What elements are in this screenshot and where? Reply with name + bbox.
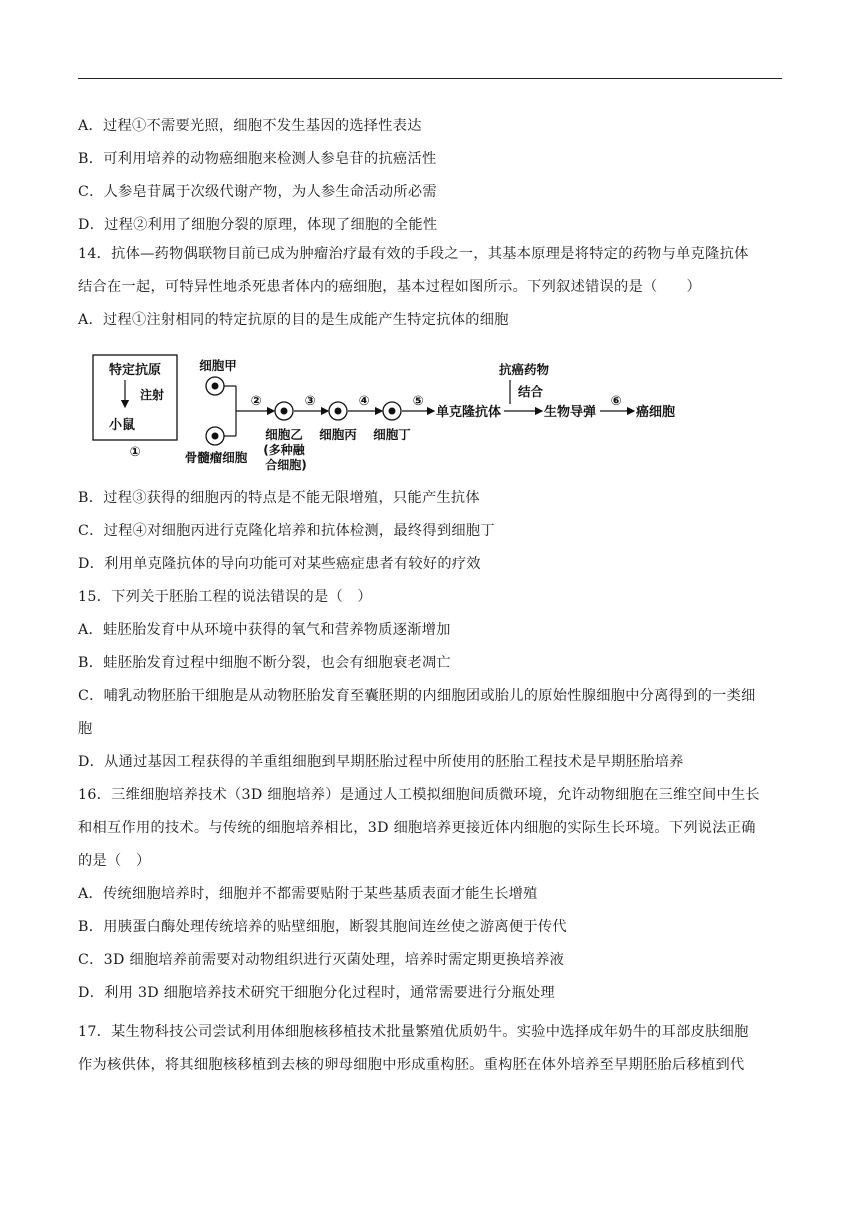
cell-ding-label: 细胞丁 <box>373 427 411 442</box>
antigen-label: 特定抗原 <box>108 363 162 378</box>
q15-option-a: A．蛙胚胎发育中从环境中获得的氧气和营养物质逐渐增加 <box>78 622 451 638</box>
step4-label: ④ <box>358 394 370 409</box>
q16-option-c: C．3D 细胞培养前需要对动物组织进行灭菌处理，培养时需定期更换培养液 <box>78 952 565 968</box>
q14-stem-line1: 14．抗体—药物偶联物目前已成为肿瘤治疗最有效的手段之一，其基本原理是将特定的药物与单克隆抗体 <box>78 246 749 262</box>
cell-yi-note1: (多种融 <box>263 443 305 457</box>
header-rule <box>78 78 782 79</box>
cell-bing-label: 细胞丙 <box>319 427 357 442</box>
cell-yi-note2: 合细胞) <box>265 458 307 472</box>
myeloma-label: 骨髓瘤细胞 <box>184 450 248 465</box>
q16-stem-line2: 和相互作用的技术。与传统的细胞培养相比，3D 细胞培养更接近体内细胞的实际生长环境。下列说法正确 <box>78 820 756 836</box>
q13-option-c: C．人参皂苷属于次级代谢产物，为人参生命活动所必需 <box>78 184 437 200</box>
cell-jia-label: 细胞甲 <box>199 358 237 373</box>
q17-stem-line2: 作为核供体，将其细胞核移植到去核的卵母细胞中形成重构胚。重构胚在体外培养至早期胚胎后移植到代 <box>78 1057 745 1073</box>
q15-stem: 15．下列关于胚胎工程的说法错误的是（ ） <box>78 589 372 605</box>
q15-option-d: D．从通过基因工程获得的羊重组细胞到早期胚胎过程中所使用的胚胎工程技术是早期胚胎培养 <box>78 754 684 770</box>
cancer-cell-label: 癌细胞 <box>636 405 676 420</box>
q13-option-b: B．可利用培养的动物癌细胞来检测人参皂苷的抗癌活性 <box>78 151 437 167</box>
q14-option-c: C．过程④对细胞丙进行克隆化培养和抗体检测，最终得到细胞丁 <box>78 523 495 539</box>
q14-option-a: A．过程①注射相同的特定抗原的目的是生成能产生特定抗体的细胞 <box>78 312 509 328</box>
q15-option-c-line1: C．哺乳动物胚胎干细胞是从动物胚胎发育至囊胚期的内细胞团或胎儿的原始性腺细胞中分离得到的一类细 <box>78 688 756 704</box>
step3-label: ③ <box>304 394 316 409</box>
inject-label: 注射 <box>140 388 165 402</box>
q16-option-b: B．用胰蛋白酶处理传统培养的贴壁细胞，断裂其胞间连丝使之游离便于传代 <box>78 919 567 935</box>
q13-option-d: D．过程②利用了细胞分裂的原理，体现了细胞的全能性 <box>78 217 438 233</box>
step6-label: ⑥ <box>610 394 622 409</box>
mab-label: 单克隆抗体 <box>436 405 502 420</box>
q16-stem-line3: 的是（ ） <box>78 853 151 869</box>
q14-stem-line2: 结合在一起，可特异性地杀死患者体内的癌细胞，基本过程如图所示。下列叙述错误的是（ ） <box>78 279 701 295</box>
cell-yi-label: 细胞乙 <box>265 427 303 442</box>
missile-label: 生物导弹 <box>544 405 597 420</box>
step1-label: ① <box>129 445 141 460</box>
q13-option-a: A．过程①不需要光照，细胞不发生基因的选择性表达 <box>78 118 422 134</box>
q16-option-a: A．传统细胞培养时，细胞并不都需要贴附于某些基质表面才能生长增殖 <box>78 886 538 902</box>
q16-option-d: D．利用 3D 细胞培养技术研究干细胞分化过程时，通常需要进行分瓶处理 <box>78 985 555 1001</box>
drug-label: 抗癌药物 <box>498 362 550 377</box>
q17-stem-line1: 17．某生物科技公司尝试利用体细胞核移植技术批量繁殖优质奶牛。实验中选择成年奶牛的耳部皮肤细胞 <box>78 1024 749 1040</box>
step2-label: ② <box>250 394 262 409</box>
q14-option-d: D．利用单克隆抗体的导向功能可对某些癌症患者有较好的疗效 <box>78 556 481 572</box>
q15-option-b: B．蛙胚胎发育过程中细胞不断分裂，也会有细胞衰老凋亡 <box>78 655 451 671</box>
q16-stem-line1: 16．三维细胞培养技术（3D 细胞培养）是通过人工模拟细胞间质微环境，允许动物细胞在三维空间中生长 <box>78 787 760 803</box>
step5-label: ⑤ <box>412 394 424 409</box>
q14-flow-diagram <box>90 352 690 480</box>
mouse-label: 小鼠 <box>108 418 136 433</box>
q14-option-b: B．过程③获得的细胞丙的特点是不能无限增殖，只能产生抗体 <box>78 490 480 506</box>
q15-option-c-line2: 胞 <box>78 721 93 737</box>
combine-label: 结合 <box>518 384 544 399</box>
